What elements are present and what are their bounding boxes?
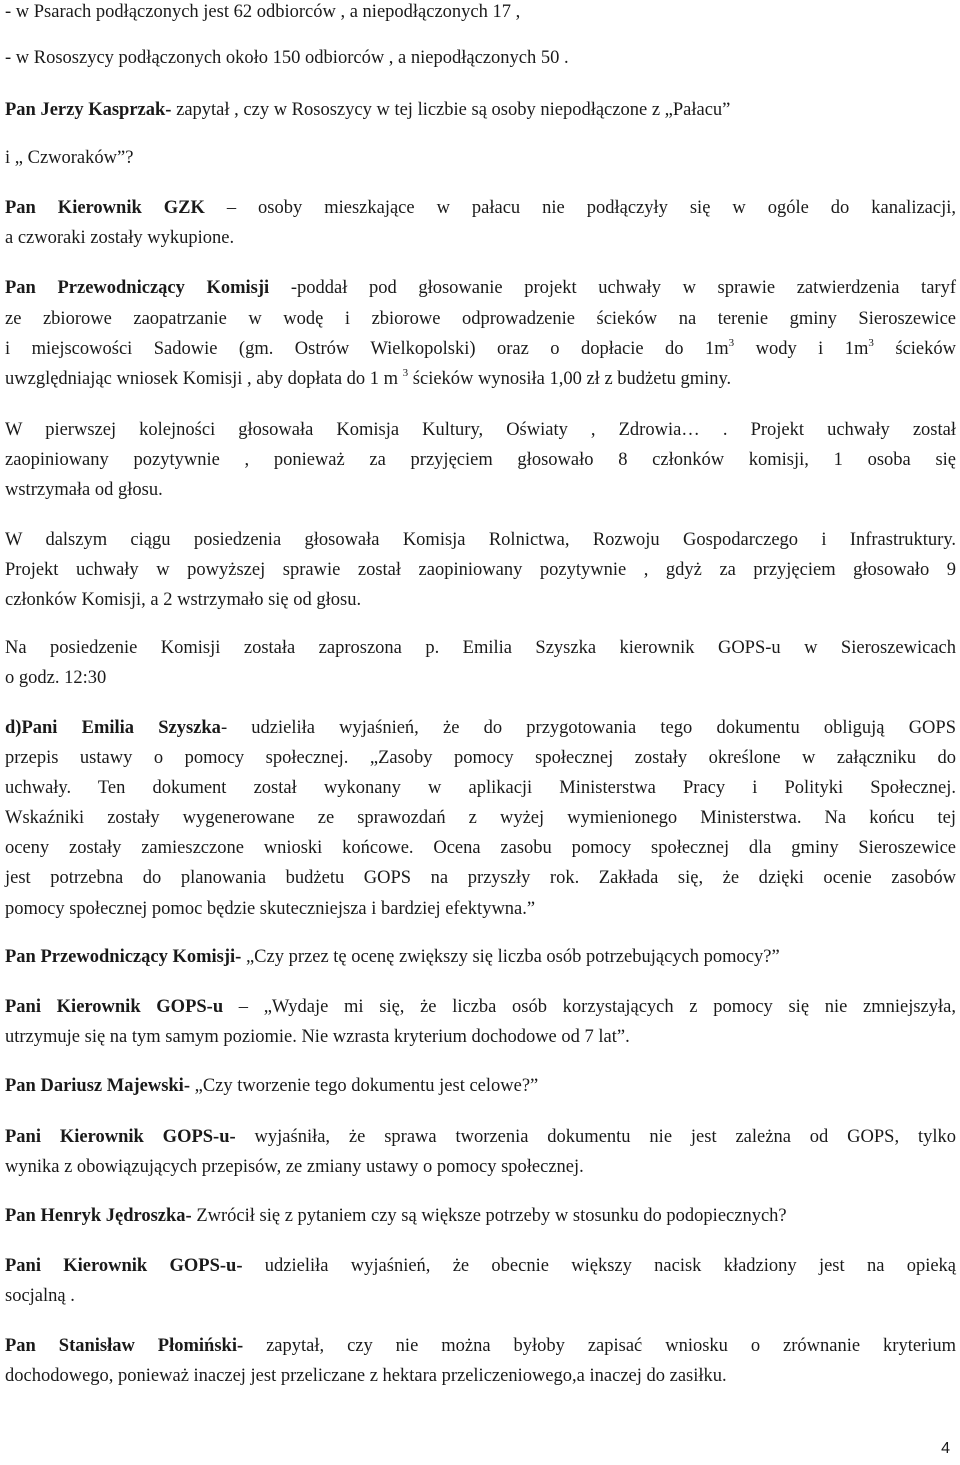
statement-text: – „Wydaje mi się, że liczba osób korzystających z pomocy się nie zmniejszyła, (223, 997, 956, 1017)
text-line: o godz. 12:30 (5, 668, 107, 688)
text-segment: ścieków wynosiła 1,00 zł z budżetu gminy. (408, 369, 732, 389)
text-segment: uwzględniając wniosek Komisji , aby dopłata do 1 m (5, 369, 403, 389)
text-line (5, 1074, 956, 1098)
speaker-name: Pan Henryk Jędroszka- (5, 1206, 192, 1226)
speaker-name: Pani Kierownik GOPS-u- (5, 1256, 243, 1276)
text-line: Wskaźniki zostały wygenerowane ze sprawozdań z wyżej wymienionego Ministerstwa. Na końcu tej (5, 808, 956, 828)
speaker-name: Pani Kierownik GOPS-u- (5, 1127, 236, 1147)
text-line (5, 1334, 956, 1358)
text-line: jest potrzebna do planowania budżetu GOPS na przyszły rok. Zakłada się, że dzięki ocenie zasobów (5, 868, 956, 888)
text-line: wynika z obowiązujących przepisów, ze zmiany ustawy o pomocy społecznej. (5, 1157, 584, 1177)
speaker-name: Pan Dariusz Majewski- (5, 1076, 190, 1096)
text-line: dochodowego, ponieważ inaczej jest przeliczane z hektara przeliczeniowego,a inaczej do zasiłku. (5, 1366, 727, 1386)
text-line (5, 367, 956, 391)
statement-text: udzieliła wyjaśnień, że obecnie większy nacisk kładziony jest na opieką (242, 1256, 957, 1276)
speaker-name: Pan Kierownik GZK (5, 198, 205, 218)
superscript: 3 (868, 337, 874, 349)
text-line (5, 276, 956, 300)
text-line: - w Rososzycy podłączonych około 150 odbiorców , a niepodłączonych 50 . (5, 48, 569, 68)
statement-text: „Czy tworzenie tego dokumentu jest celowe?” (189, 1076, 539, 1096)
text-line: W pierwszej kolejności głosowała Komisja Kultury, Oświaty , Zdrowia… . Projekt uchwały został (5, 420, 956, 440)
speaker-name: Pan Przewodniczący Komisji (5, 278, 270, 298)
text-line (5, 1204, 956, 1228)
text-line (5, 1254, 956, 1278)
speaker-name: Pan Jerzy Kasprzak- (5, 100, 172, 120)
statement-text: wyjaśniła, że sprawa tworzenia dokumentu nie jest zależna od GOPS, tylko (235, 1127, 956, 1147)
text-line (5, 1125, 956, 1149)
text-line (5, 98, 956, 122)
text-line: ze zbiorowe zaopatrzanie w wodę i zbiorowe odprowadzenie ścieków na terenie gminy Sieroszewice (5, 309, 956, 329)
text-line: oceny zostały zamieszczone wnioski końcowe. Ocena zasobu pomocy społecznej dla gminy Sieroszewice (5, 838, 956, 858)
text-line (5, 196, 956, 220)
text-line (5, 337, 956, 361)
speaker-name: Pani Kierownik GOPS-u (5, 997, 224, 1017)
text-line: przepis ustawy o pomocy społecznej. „Zasoby pomocy społecznej zostały określone w załączniku do (5, 748, 956, 768)
text-line: wstrzymała od głosu. (5, 480, 163, 500)
text-line: socjalną . (5, 1286, 75, 1306)
text-line: utrzymuje się na tym samym poziomie. Nie wzrasta kryterium dochodowe od 7 lat”. (5, 1027, 630, 1047)
statement-text: Zwrócił się z pytaniem czy są większe potrzeby w stosunku do podopiecznych? (191, 1206, 787, 1226)
text-line: W dalszym ciągu posiedzenia głosowała Komisja Rolnictwa, Rozwoju Gospodarczego i Infrastruktury. (5, 530, 956, 550)
text-line: a czworaki zostały wykupione. (5, 228, 235, 248)
text-line: - w Psarach podłączonych jest 62 odbiorców , a niepodłączonych 17 , (5, 2, 521, 22)
statement-text: – osoby mieszkające w pałacu nie podłączyły się w ogóle do kanalizacji, (204, 198, 956, 218)
statement-text: -poddał pod głosowanie projekt uchwały w sprawie zatwierdzenia taryf (269, 278, 956, 298)
speaker-name: d)Pani Emilia Szyszka (5, 718, 221, 738)
superscript: 3 (728, 337, 735, 349)
statement-text: - udzieliła wyjaśnień, że do przygotowania tego dokumentu obligują GOPS (220, 718, 956, 738)
text-line: zaopiniowany pozytywnie , ponieważ za przyjęciem głosowało 8 członków komisji, 1 osoba się (5, 450, 956, 470)
page-number: 4 (941, 1440, 950, 1457)
superscript: 3 (402, 367, 409, 379)
text-segment: ścieków (873, 339, 956, 359)
text-line: Projekt uchwały w powyższej sprawie został zaopiniowany pozytywnie , gdyż za przyjęciem głosowało 9 (5, 560, 956, 580)
statement-text: „Czy przez tę ocenę zwiększy się liczba osób potrzebujących pomocy?” (241, 947, 780, 967)
text-segment: i miejscowości Sadowie (gm. Ostrów Wielkopolski) oraz o dopłacie do 1m (5, 339, 729, 359)
speaker-name: Pan Przewodniczący Komisji- (5, 947, 242, 967)
text-line: członków Komisji, a 2 wstrzymało się od głosu. (5, 590, 362, 610)
text-line: i „ Czworaków”? (5, 148, 134, 168)
speaker-name: Pan Stanisław Płomiński- (5, 1336, 244, 1356)
text-line (5, 716, 956, 740)
text-segment: wody i 1m (734, 339, 869, 359)
statement-text: zapytał, czy nie można byłoby zapisać wniosku o zrównanie kryterium (243, 1336, 956, 1356)
text-line: uchwały. Ten dokument został wykonany w aplikacji Ministerstwa Pracy i Polityki Społecznej. (5, 778, 956, 798)
text-line (5, 945, 956, 969)
text-line: pomocy społecznej pomoc będzie skuteczniejsza i bardziej efektywna.” (5, 899, 536, 919)
text-line (5, 995, 956, 1019)
text-line: Na posiedzenie Komisji została zaproszona p. Emilia Szyszka kierownik GOPS-u w Sieroszewicach (5, 638, 956, 658)
statement-text: zapytał , czy w Rososzycy w tej liczbie są osoby niepodłączone z „Pałacu” (171, 100, 731, 120)
